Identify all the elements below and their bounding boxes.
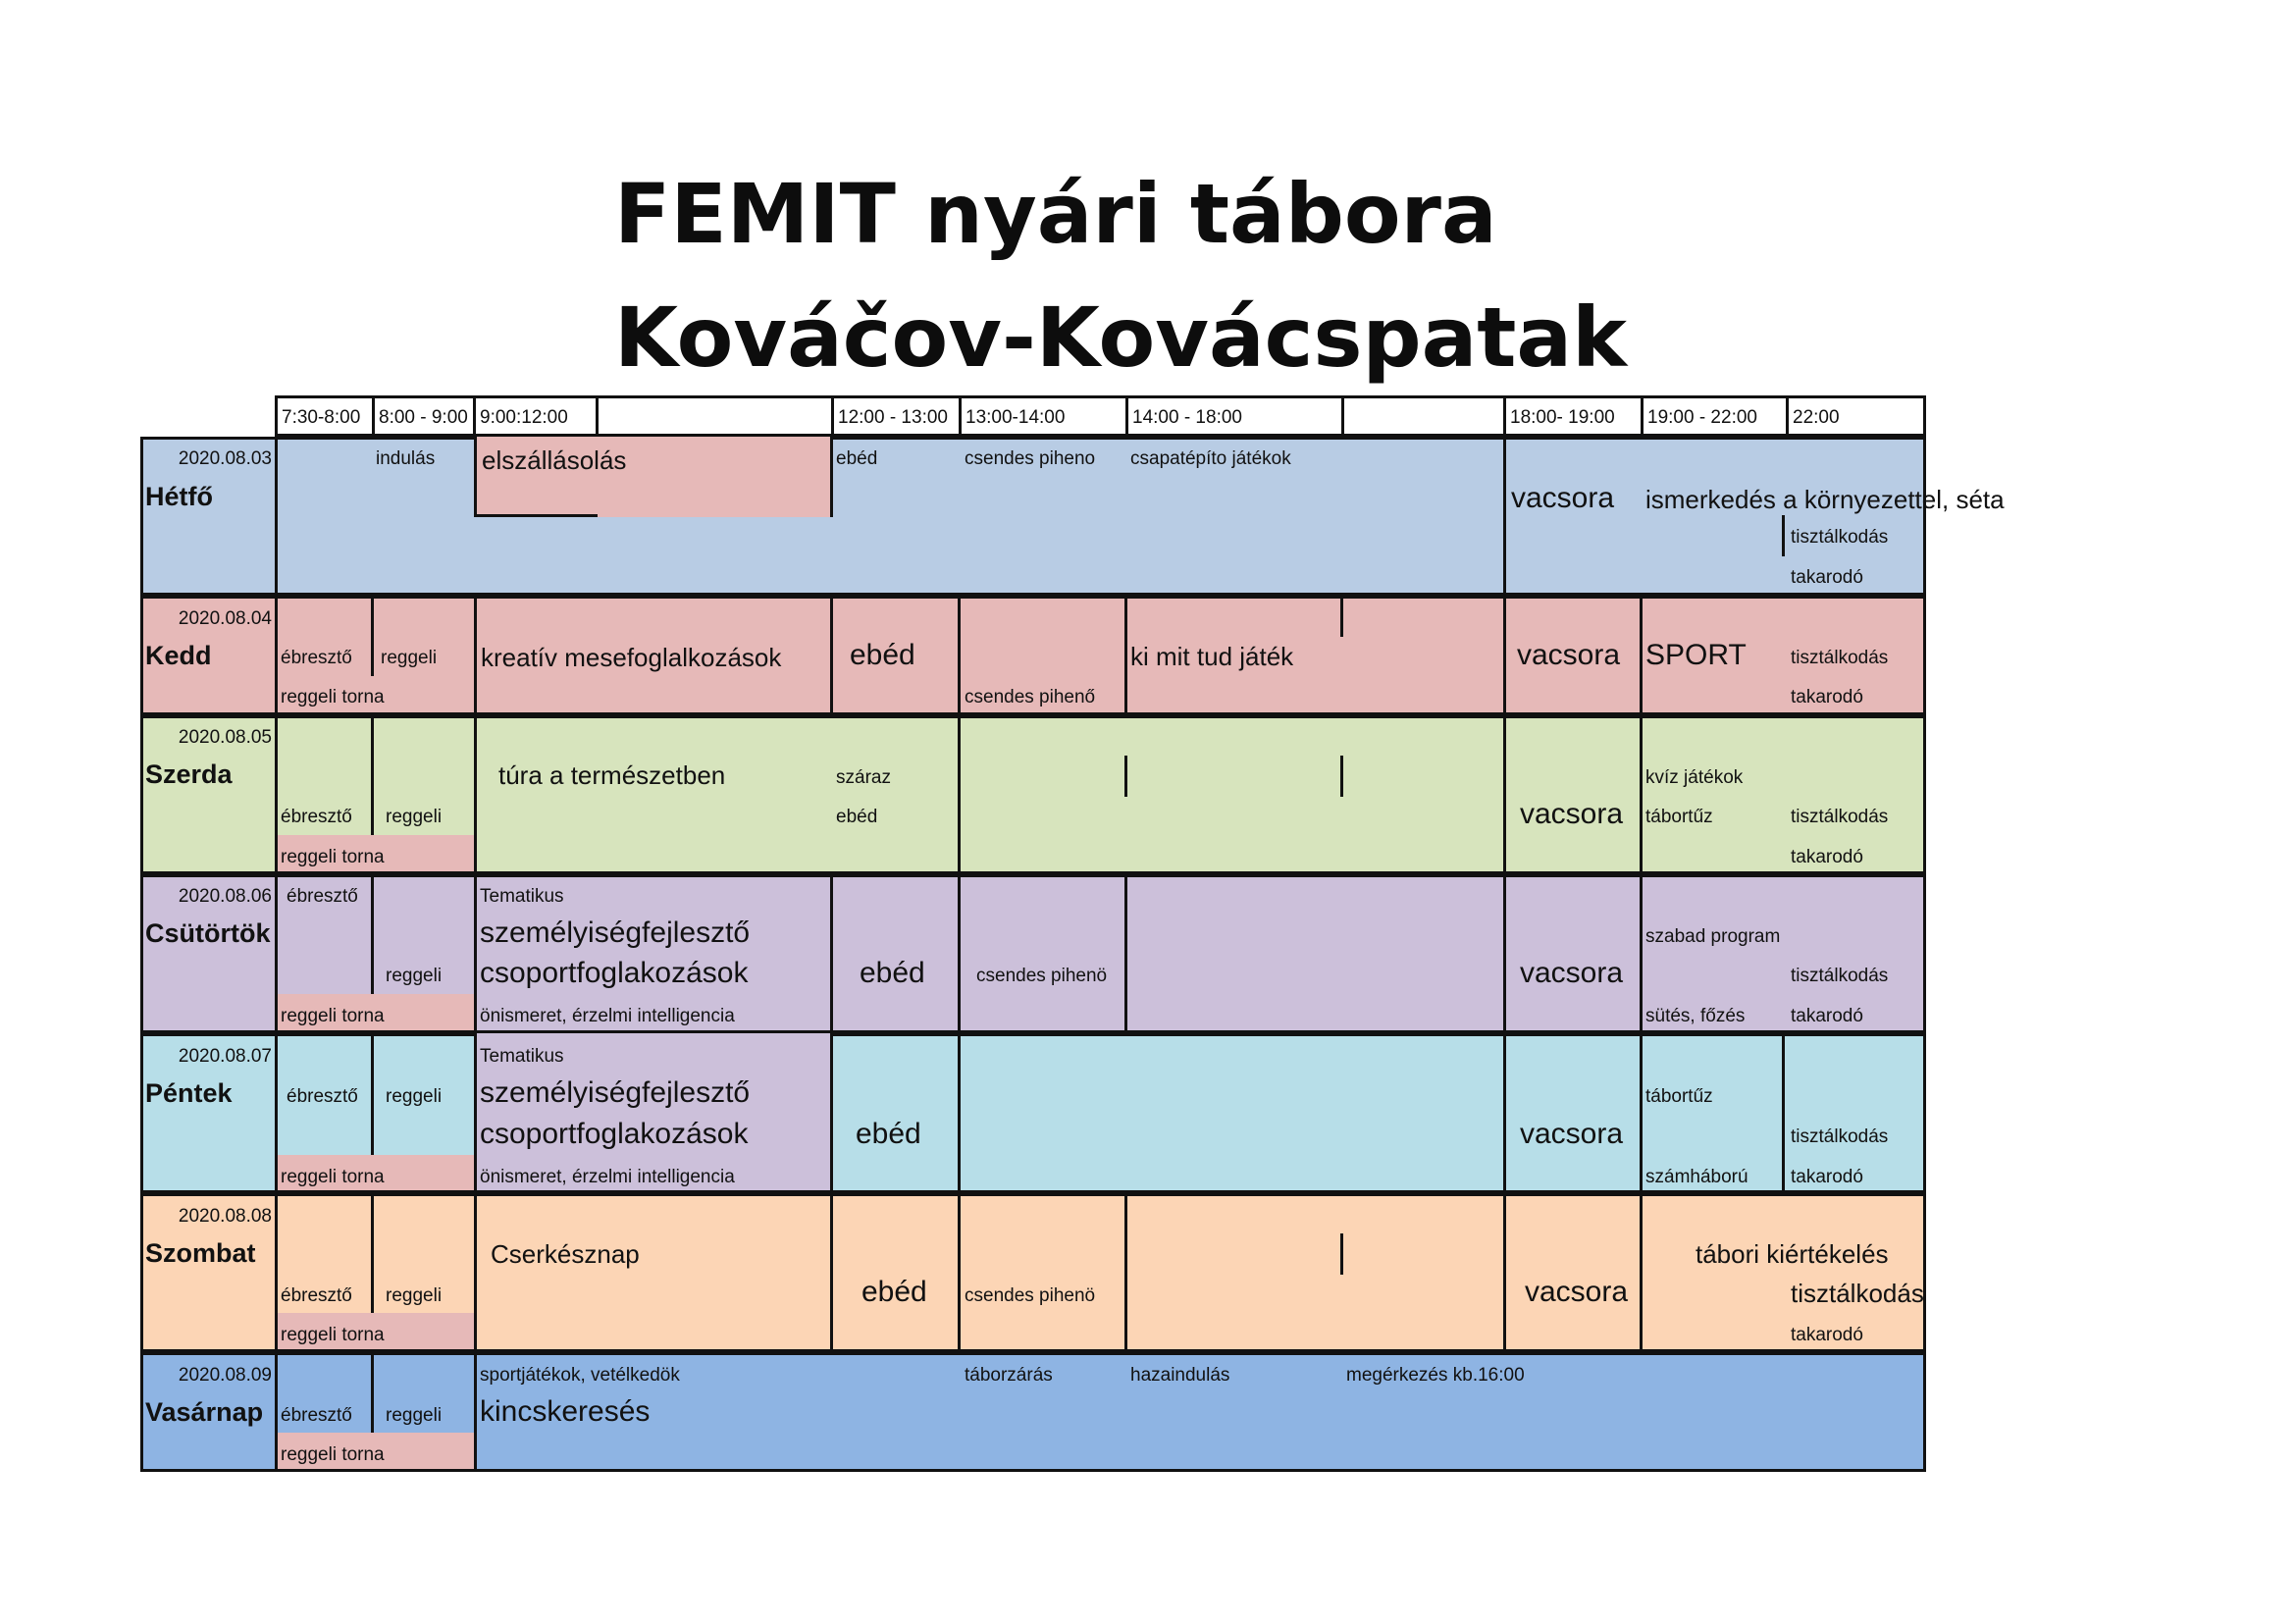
activity-label: reggeli torna [281,1325,385,1345]
activity-label: Tematikus [480,886,564,907]
activity-label: reggeli [386,807,443,827]
activity-label: táborzárás [965,1365,1053,1386]
day-name: Vasárnap [145,1397,264,1427]
activity-label: tisztálkodás [1791,1279,1924,1308]
header-row [275,395,1926,437]
activity-label: ebéd [836,448,878,469]
activity-label: szabad program [1645,926,1781,947]
activity-label: ébresztő [281,807,352,827]
activity-label: takarodó [1791,847,1863,867]
activity-label: indulás [376,448,436,469]
activity-label: takarodó [1791,1167,1863,1187]
activity-label: reggeli torna [281,847,385,867]
activity-label: ebéd [860,957,925,989]
activity-label: ébresztő [281,648,352,668]
activity-label: kreatív mesefoglalkozások [481,643,782,672]
activity-label: sütés, főzés [1645,1006,1746,1026]
activity-label: ébresztő [287,886,358,907]
activity-label: tisztálkodás [1791,527,1889,548]
activity-label: ebéd [836,807,878,827]
activity-label: tisztálkodás [1791,1126,1889,1147]
activity-label: tisztálkodás [1791,648,1889,668]
day-name: Szerda [145,759,233,789]
activity-label: csendes pihenő [965,687,1096,707]
activity-label: reggeli torna [281,1006,385,1026]
header-cell-blank [1344,398,1506,434]
header-cell: 9:00:12:00 [476,398,599,434]
activity-label: tábortűz [1645,1086,1713,1107]
activity-label: tisztálkodás [1791,807,1889,827]
activity-label: hazaindulás [1130,1365,1230,1386]
activity-label: reggeli torna [281,1444,385,1465]
day-date: 2020.08.05 [178,727,272,748]
header-cell: 19:00 - 22:00 [1644,398,1789,434]
activity-label: megérkezés kb.16:00 [1346,1365,1525,1386]
activity-label: vacsora [1525,1276,1629,1308]
day-date: 2020.08.08 [178,1206,272,1227]
activity-label: takarodó [1791,1325,1863,1345]
activity-label: túra a természetben [498,760,726,790]
header-cell: 12:00 - 13:00 [834,398,962,434]
header-cell: 13:00-14:00 [962,398,1128,434]
activity-label: személyiségfejlesztő [480,1076,751,1109]
day-date: 2020.08.07 [178,1046,272,1067]
activity-label: ki mit tud játék [1130,642,1294,671]
activity-label: önismeret, érzelmi intelligencia [480,1167,735,1187]
day-date: 2020.08.03 [178,448,272,469]
activity-label: önismeret, érzelmi intelligencia [480,1006,735,1026]
day-name: Kedd [145,641,212,670]
header-cell: 7:30-8:00 [278,398,375,434]
activity-label: vacsora [1517,639,1621,671]
activity-label: csendes piheno [965,448,1096,469]
day-name: Csütörtök [145,918,271,948]
activity-label: vacsora [1520,957,1624,989]
header-cell: 18:00- 19:00 [1506,398,1644,434]
activity-label: csoportfoglakozások [480,1118,749,1150]
activity-label: ébresztő [287,1086,358,1107]
activity-label: csapatépíto játékok [1130,448,1291,469]
header-cell: 22:00 [1793,407,1840,428]
title-line-1: FEMIT nyári tábora [614,166,1497,262]
activity-label: csendes pihenö [965,1285,1096,1306]
activity-label: vacsora [1520,1118,1624,1150]
activity-label: reggeli [386,1086,443,1107]
activity-label: reggeli [386,966,443,986]
activity-label: takarodó [1791,1006,1863,1026]
activity-label: Tematikus [480,1046,564,1067]
activity-label: tábortűz [1645,807,1713,827]
activity-label: SPORT [1645,639,1747,671]
day-date: 2020.08.09 [178,1365,272,1386]
day-date: 2020.08.04 [178,608,272,629]
activity-label: Cserkésznap [491,1239,640,1269]
activity-label: reggeli torna [281,687,385,707]
activity-label: csendes pihenö [976,966,1108,986]
activity-label: vacsora [1520,798,1624,830]
header-cell: 8:00 - 9:00 [375,398,476,434]
day-name: Hétfő [145,482,213,511]
activity-label: számháború [1645,1167,1748,1187]
activity-label: reggeli torna [281,1167,385,1187]
header-cell-blank [599,398,834,434]
activity-label: kincskeresés [480,1395,651,1428]
activity-label: kvíz játékok [1645,767,1744,788]
activity-label: ebéd [861,1276,927,1308]
header-cell: 14:00 - 18:00 [1128,398,1344,434]
activity-label: tábori kiértékelés [1696,1239,1889,1269]
activity-label: reggeli [381,648,438,668]
day-date: 2020.08.06 [178,886,272,907]
activity-label: ebéd [856,1118,921,1150]
activity-label: ismerkedés a környezettel, séta [1645,485,2005,514]
day-name: Szombat [145,1238,256,1268]
day-name: Péntek [145,1078,233,1108]
activity-label: ébresztő [281,1405,352,1426]
activity-label: elszállásolás [482,445,627,475]
activity-label: személyiségfejlesztő [480,916,751,949]
activity-label: tisztálkodás [1791,966,1889,986]
activity-label: ébresztő [281,1285,352,1306]
title-line-2: Kováčov-Kovácspatak [614,289,1627,386]
activity-label: reggeli [386,1285,443,1306]
activity-label: ebéd [850,639,915,671]
activity-label: száraz [836,767,891,788]
activity-label: reggeli [386,1405,443,1426]
activity-label: sportjátékok, vetélkedök [480,1365,680,1386]
activity-label: takarodó [1791,687,1863,707]
activity-label: vacsora [1511,482,1615,514]
activity-label: takarodó [1791,567,1863,588]
activity-label: csoportfoglakozások [480,957,749,989]
